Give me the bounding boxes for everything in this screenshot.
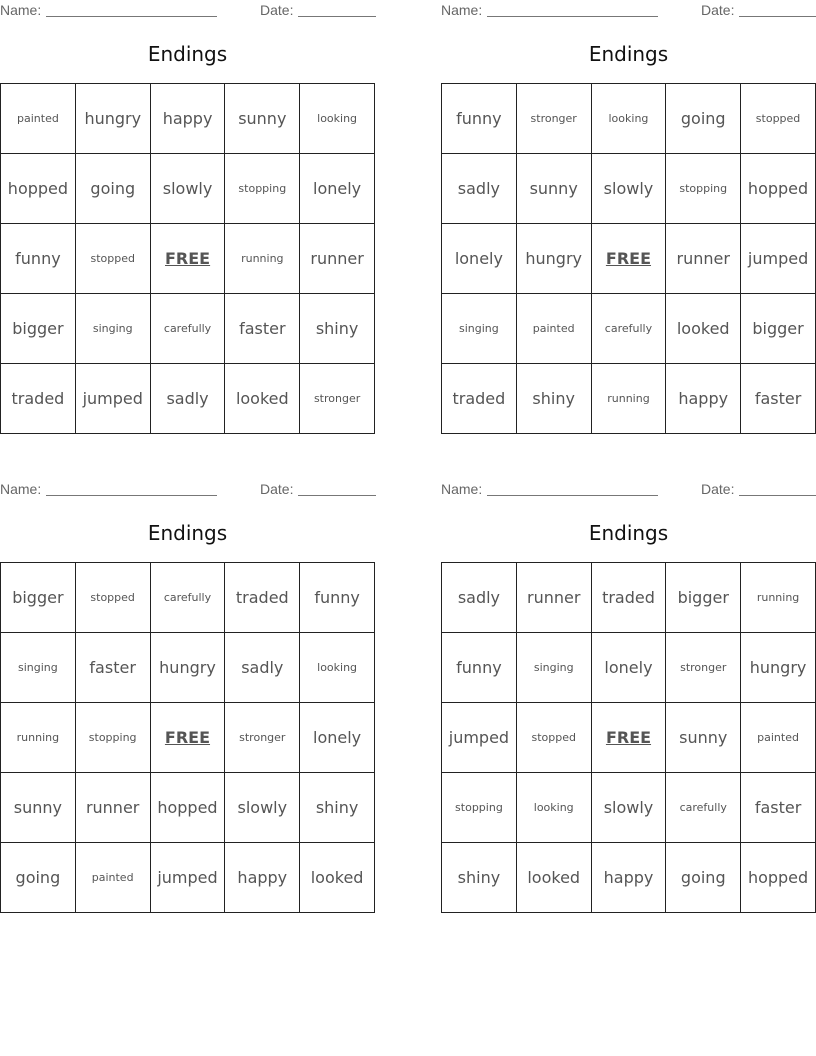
bingo-cell: faster	[741, 773, 816, 843]
bingo-cell: carefully	[150, 563, 225, 633]
bingo-cell: slowly	[225, 773, 300, 843]
grid-row	[1, 563, 375, 633]
bingo-cell: looked	[516, 843, 591, 913]
bingo-cell: carefully	[666, 773, 741, 843]
bingo-cell: running	[1, 703, 76, 773]
grid-row	[442, 703, 816, 773]
bingo-cell: looked	[300, 843, 375, 913]
bingo-cell: sunny	[666, 703, 741, 773]
bingo-cell: funny	[442, 633, 517, 703]
bingo-cell: funny	[300, 563, 375, 633]
bingo-cell: sadly	[442, 154, 517, 224]
bingo-cell: going	[666, 843, 741, 913]
date-blank-line	[739, 16, 816, 17]
bingo-cell: runner	[666, 224, 741, 294]
bingo-cell: hungry	[75, 84, 150, 154]
bingo-cell: faster	[225, 294, 300, 364]
bingo-cell: funny	[1, 224, 76, 294]
card-title: Endings	[147, 42, 228, 66]
free-space-cell: FREE	[150, 703, 225, 773]
grid-row	[442, 843, 816, 913]
bingo-cell: faster	[741, 364, 816, 434]
bingo-cell: bigger	[741, 294, 816, 364]
date-label: Date:	[701, 481, 735, 497]
grid-row	[1, 633, 375, 703]
bingo-cell: hungry	[516, 224, 591, 294]
bingo-cell: bigger	[1, 563, 76, 633]
bingo-cell: painted	[516, 294, 591, 364]
grid-row	[442, 633, 816, 703]
bingo-cell: painted	[741, 703, 816, 773]
grid-row	[1, 294, 375, 364]
bingo-cell: slowly	[591, 773, 666, 843]
date-blank-line	[739, 495, 816, 496]
grid-row	[442, 84, 816, 154]
name-label: Name:	[441, 481, 483, 497]
grid-row	[1, 703, 375, 773]
card-title: Endings	[588, 521, 669, 545]
bingo-cell: happy	[150, 84, 225, 154]
bingo-cell: looking	[516, 773, 591, 843]
bingo-cell: carefully	[591, 294, 666, 364]
bingo-cell: looking	[300, 84, 375, 154]
name-blank-line	[487, 16, 658, 17]
bingo-cell: stopped	[75, 563, 150, 633]
name-date-row	[0, 0, 375, 20]
bingo-cell: stronger	[300, 364, 375, 434]
bingo-cell: sunny	[1, 773, 76, 843]
bingo-cell: painted	[1, 84, 76, 154]
bingo-cell: jumped	[75, 364, 150, 434]
bingo-cell: stopping	[442, 773, 517, 843]
grid-row	[1, 773, 375, 843]
bingo-cell: shiny	[442, 843, 517, 913]
bingo-cell: running	[591, 364, 666, 434]
bingo-cell: hungry	[150, 633, 225, 703]
bingo-cell: looking	[300, 633, 375, 703]
free-space-cell: FREE	[591, 703, 666, 773]
bingo-cell: traded	[591, 563, 666, 633]
name-label: Name:	[0, 2, 42, 18]
bingo-cell: traded	[225, 563, 300, 633]
bingo-cell: sunny	[516, 154, 591, 224]
bingo-cell: traded	[1, 364, 76, 434]
name-date-row	[0, 479, 375, 499]
free-space-cell: FREE	[591, 224, 666, 294]
bingo-cell: stronger	[516, 84, 591, 154]
grid-row	[442, 294, 816, 364]
bingo-cell: runner	[75, 773, 150, 843]
bingo-cell: happy	[225, 843, 300, 913]
bingo-cell: bigger	[1, 294, 76, 364]
grid-row	[1, 154, 375, 224]
bingo-cell: singing	[75, 294, 150, 364]
bingo-cell: shiny	[300, 773, 375, 843]
bingo-cell: singing	[516, 633, 591, 703]
bingo-cell: happy	[591, 843, 666, 913]
date-label: Date:	[260, 2, 294, 18]
bingo-cell: lonely	[300, 703, 375, 773]
bingo-cell: hopped	[741, 843, 816, 913]
bingo-cell: hopped	[1, 154, 76, 224]
bingo-cell: hopped	[150, 773, 225, 843]
card-title: Endings	[147, 521, 228, 545]
bingo-cell: faster	[75, 633, 150, 703]
bingo-cell: stopped	[741, 84, 816, 154]
grid-row	[442, 563, 816, 633]
bingo-cell: stopping	[75, 703, 150, 773]
name-date-row	[441, 479, 816, 499]
bingo-cell: stronger	[225, 703, 300, 773]
grid-row	[1, 364, 375, 434]
bingo-cell: jumped	[442, 703, 517, 773]
bingo-cell: looking	[591, 84, 666, 154]
name-label: Name:	[441, 2, 483, 18]
bingo-cell: hopped	[741, 154, 816, 224]
bingo-cell: sadly	[225, 633, 300, 703]
bingo-cell: slowly	[150, 154, 225, 224]
bingo-cell: funny	[442, 84, 517, 154]
date-label: Date:	[260, 481, 294, 497]
bingo-cell: jumped	[741, 224, 816, 294]
name-label: Name:	[0, 481, 42, 497]
bingo-cell: jumped	[150, 843, 225, 913]
bingo-cell: shiny	[300, 294, 375, 364]
bingo-cell: shiny	[516, 364, 591, 434]
grid-row	[442, 154, 816, 224]
bingo-grid	[0, 83, 375, 434]
bingo-cell: sunny	[225, 84, 300, 154]
bingo-cell: looked	[225, 364, 300, 434]
bingo-cell: sadly	[150, 364, 225, 434]
bingo-grid	[441, 83, 816, 434]
bingo-grid	[0, 562, 375, 913]
bingo-cell: hungry	[741, 633, 816, 703]
bingo-cell: runner	[300, 224, 375, 294]
bingo-cell: going	[1, 843, 76, 913]
bingo-cell: runner	[516, 563, 591, 633]
bingo-cell: stopping	[225, 154, 300, 224]
bingo-cell: carefully	[150, 294, 225, 364]
grid-row	[1, 843, 375, 913]
bingo-cell: looked	[666, 294, 741, 364]
bingo-cell: stopping	[666, 154, 741, 224]
bingo-cell: traded	[442, 364, 517, 434]
bingo-cell: going	[75, 154, 150, 224]
bingo-cell: singing	[442, 294, 517, 364]
grid-row	[1, 84, 375, 154]
bingo-cell: singing	[1, 633, 76, 703]
card-title: Endings	[588, 42, 669, 66]
bingo-cell: running	[225, 224, 300, 294]
name-blank-line	[487, 495, 658, 496]
date-label: Date:	[701, 2, 735, 18]
bingo-cell: lonely	[591, 633, 666, 703]
bingo-cell: lonely	[300, 154, 375, 224]
bingo-cell: stopped	[516, 703, 591, 773]
grid-row	[1, 224, 375, 294]
date-blank-line	[298, 495, 376, 496]
bingo-cell: happy	[666, 364, 741, 434]
bingo-grid	[441, 562, 816, 913]
bingo-cell: bigger	[666, 563, 741, 633]
bingo-cell: going	[666, 84, 741, 154]
free-space-cell: FREE	[150, 224, 225, 294]
bingo-cell: stronger	[666, 633, 741, 703]
grid-row	[442, 224, 816, 294]
name-date-row	[441, 0, 816, 20]
bingo-cell: slowly	[591, 154, 666, 224]
bingo-cell: lonely	[442, 224, 517, 294]
bingo-cell: painted	[75, 843, 150, 913]
date-blank-line	[298, 16, 376, 17]
bingo-cell: running	[741, 563, 816, 633]
name-blank-line	[46, 16, 217, 17]
grid-row	[442, 364, 816, 434]
bingo-cell: stopped	[75, 224, 150, 294]
bingo-cell: sadly	[442, 563, 517, 633]
grid-row	[442, 773, 816, 843]
name-blank-line	[46, 495, 217, 496]
